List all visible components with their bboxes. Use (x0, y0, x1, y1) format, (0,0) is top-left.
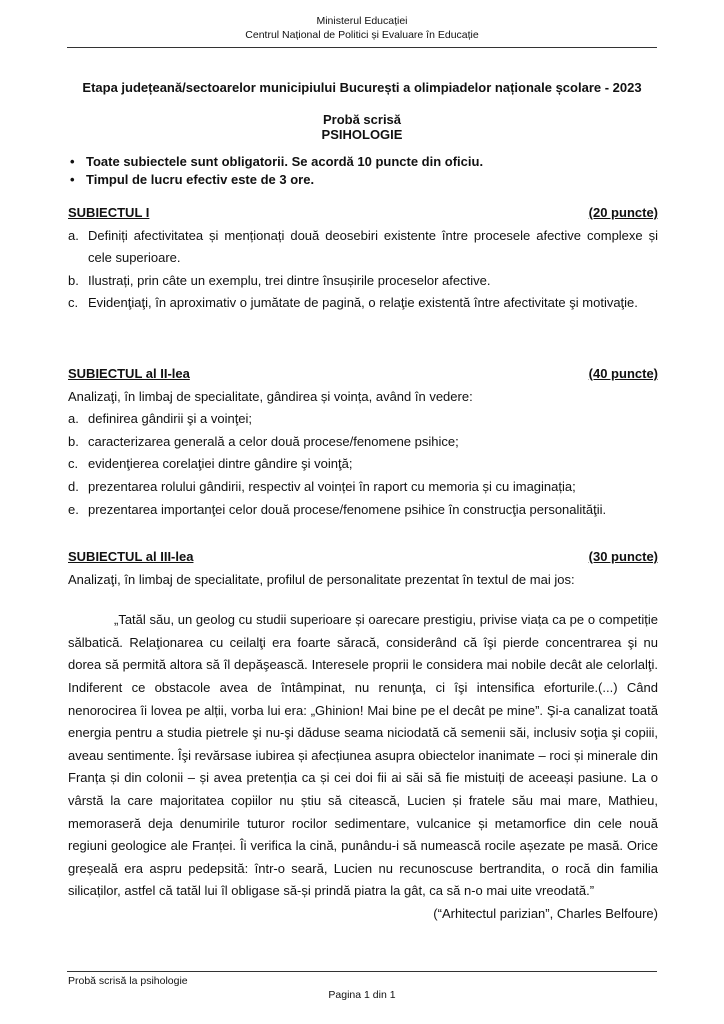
quote-text: „Tatăl său, un geolog cu studii superioare și oarecare prestigiu, privise viața ca pe o competiție sălbatică. Relaţionarea cu ceilalţi era foarte săracă, considerând că îşi pierde concentrarea şi nu dorea să permită altora să îl depăşească. Interesele proprii le considera mai nobile decât ale celorlalţi. Indiferent ce obstacole avea de întâmpinat, nu renunţa, ci îşi intensifica eforturile.(...) Când nenorocirea îi lovea pe alții, vorba lui era: „Ghinion! Mai bine pe el decât pe mine”. Şi-a canalizat toată energia pentru a studia pietrele şi nu-şi dăduse seama niciodată că semenii săi, inclusiv soţia şi copiii, aveau sentimente. Îşi revărsase iubirea și afecțiunea asupra obiectelor inanimate – roci și minerale din Franța și din colonii – și avea pretenția ca și cei doi fii ai săi să fie mistuiți de aceeași pasiune. La o vârstă la care majoritatea copiilor nu știu să citească, Lucien și fratele său mai mare, Mathieu, memoraseră deja denumirile tuturor rocilor sedimentare, vulcanice și metamorfice din cele nouă regiuni geologice ale Franței. Îi verifica la cină, punându-i să numească rocile așezate pe masă. Orice greșeală era aspru pedepsită: într-o seară, Lucien nu recunoscuse bertrandita, o rocă din familia silicaților, astfel că tatăl lui îl obligase să-și prindă piatra la gât, ca să n-o mai uite vreodată.” (68, 612, 658, 899)
task-label: e. (68, 501, 79, 517)
task-label: a. (68, 411, 79, 427)
subject-3-intro: Analizaţi, în limbaj de specialitate, profilul de personalitate prezentat în textul de mai jos: (68, 571, 575, 587)
task-item (68, 292, 658, 315)
task-item (68, 431, 658, 454)
quote-source: (“Arhitectul parizian”, Charles Belfoure) (433, 905, 658, 921)
probe-heading (0, 112, 724, 142)
subject-2-heading (68, 363, 658, 386)
subject-1-title: SUBIECTUL I (68, 205, 150, 220)
task-text: caracterizarea generală a celor două procese/fenomene psihice; (88, 433, 459, 449)
task-label: c. (68, 295, 79, 311)
subject-3-heading (68, 546, 658, 569)
subject-2-intro: Analizaţi, în limbaj de specialitate, gândirea și voința, având în vedere: (68, 388, 473, 404)
probe-type: Probă scrisă (322, 112, 402, 127)
subject-1-heading (68, 202, 658, 225)
footer-divider (67, 971, 657, 972)
header-divider (67, 47, 657, 48)
subject-2 (68, 363, 658, 521)
task-text: Ilustrați, prin câte un exemplu, trei dintre însușirile proceselor afective. (88, 272, 491, 288)
task-item (68, 408, 658, 431)
page-header (0, 14, 724, 42)
task-text: prezentarea importanţei celor două procese/fenomene psihice în construcţia personalităţii. (88, 501, 607, 517)
task-label: a. (68, 227, 79, 243)
task-label: b. (68, 433, 79, 449)
page-number: Pagina 1 din 1 (328, 989, 396, 1001)
subject-1-points: (20 puncte) (588, 205, 658, 220)
subject-3-title: SUBIECTUL al III-lea (68, 549, 194, 564)
rule-item: • Toate subiectele sunt obligatorii. Se acordă 10 puncte din oficiu. (68, 153, 658, 171)
subject-3 (68, 546, 658, 926)
task-item (68, 499, 658, 522)
document-title: Etapa județeană/sectoarelor municipiului București a olimpiadelor naționale școlare - 2023 (82, 80, 642, 95)
task-item (68, 476, 658, 499)
task-item (68, 225, 658, 270)
exam-rules (68, 153, 658, 189)
subject-3-points: (30 puncte) (588, 549, 658, 564)
task-text: prezentarea rolului gândirii, respectiv al voinței în raport cu memoria și cu imaginația; (88, 478, 576, 494)
task-text: evidenţierea corelaţiei dintre gândire şi voinţă; (88, 456, 353, 472)
subject-2-points: (40 puncte) (588, 366, 658, 381)
task-item (68, 453, 658, 476)
center-name: Centrul Național de Politici și Evaluare în Educație (245, 29, 479, 41)
ministry-name: Ministerul Educației (316, 15, 408, 27)
task-text: Definiți afectivitatea și menționați două deosebiri existente între procesele afective complexe și cele superioare. (88, 227, 658, 266)
subject-2-title: SUBIECTUL al II-lea (68, 366, 190, 381)
footer-probe: Probă scrisă la psihologie (68, 975, 188, 987)
task-text: Evidenţiaţi, în aproximativ o jumătate de pagină, o relaţie existentă între afectivitate şi motivaţie. (88, 295, 638, 311)
task-label: c. (68, 456, 79, 472)
rule-item: • Timpul de lucru efectiv este de 3 ore. (68, 171, 658, 189)
subject-1 (68, 202, 658, 315)
probe-subject: PSIHOLOGIE (321, 127, 403, 142)
task-label: b. (68, 272, 79, 288)
task-item (68, 270, 658, 293)
task-text: definirea gândirii şi a voinţei; (88, 411, 253, 427)
task-label: d. (68, 478, 79, 494)
